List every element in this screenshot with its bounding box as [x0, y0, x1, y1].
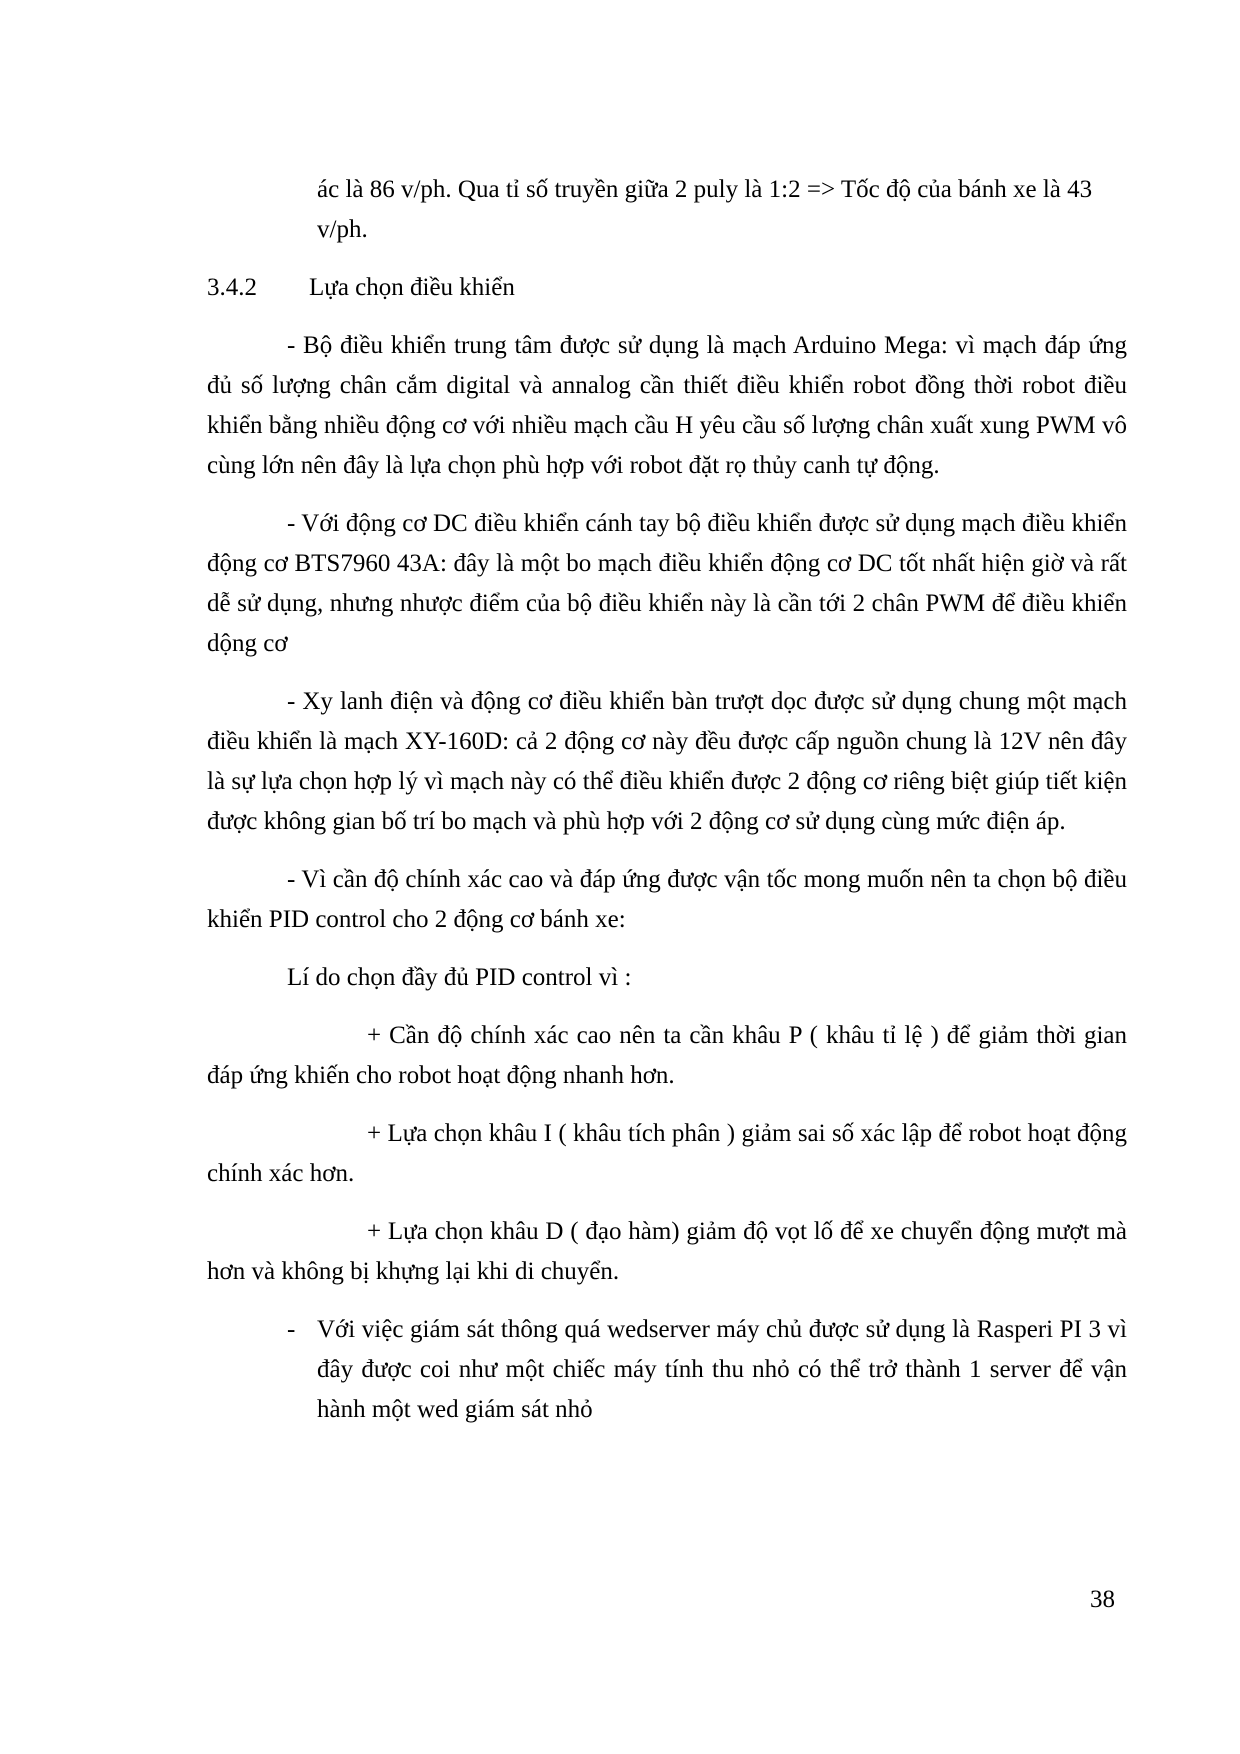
bullet-item-raspberry: [287, 1310, 1127, 1430]
paragraph-arduino: - Bộ điều khiển trung tâm được sử dụng là mạch Arduino Mega: vì mạch đáp ứng đủ số lượng chân cắm digital và annalog cần thiết điều khiển robot đồng thời robot điều khiển bằng nhiều động cơ với nhiều mạch cầu H yêu cầu số lượng chân xuất xung PWM vô cùng lớn nên đây là lựa chọn phù hợp với robot đặt rọ thủy canh tự động.: [207, 332, 1127, 479]
paragraph-pid: - Vì cần độ chính xác cao và đáp ứng được vận tốc mong muốn nên ta chọn bộ điều khiển PID control cho 2 động cơ bánh xe:: [207, 866, 1127, 933]
section-title: Lựa chọn điều khiển: [309, 274, 515, 301]
reason-d: + Lựa chọn khâu D ( đạo hàm) giảm độ vọt lố để xe chuyển động mượt mà hơn và không bị khựng lại khi di chuyển.: [207, 1218, 1127, 1285]
reason-i: + Lựa chọn khâu I ( khâu tích phân ) giảm sai số xác lập để robot hoạt động chính xác hơn.: [207, 1120, 1127, 1187]
bullet-text: Với việc giám sát thông quá wedserver máy chủ được sử dụng là Rasperi PI 3 vì đây được coi như một chiếc máy tính thu nhỏ có thể trở thành 1 server để vận hành một wed giám sát nhỏ: [317, 1316, 1127, 1423]
paragraph-bts7960: - Với động cơ DC điều khiển cánh tay bộ điều khiển được sử dụng mạch điều khiển động cơ BTS7960 43A: đây là một bo mạch điều khiển động cơ DC tốt nhất hiện giờ và rất dễ sử dụng, nhưng nhược điểm của bộ điều khiển này là cần tới 2 chân PWM để điều khiển dộng cơ: [207, 510, 1127, 657]
section-number: 3.4.2: [207, 274, 257, 301]
reason-p: + Cần độ chính xác cao nên ta cần khâu P ( khâu tỉ lệ ) để giảm thời gian đáp ứng khiến cho robot hoạt động nhanh hơn.: [207, 1022, 1127, 1089]
bullet-dash: -: [287, 1316, 296, 1343]
reason-intro: Lí do chọn đầy đủ PID control vì :: [287, 964, 632, 991]
paragraph-xy160d: - Xy lanh điện và động cơ điều khiển bàn trượt dọc được sử dụng chung một mạch điều khiển là mạch XY-160D: cả 2 động cơ này đều được cấp nguồn chung là 12V nên đây là sự lựa chọn hợp lý vì mạch này có thể điều khiển được 2 động cơ riêng biệt giúp tiết kiện được không gian bố trí bo mạch và phù hợp với 2 động cơ sử dụng cùng mức điện áp.: [207, 688, 1127, 835]
continuation-paragraph: ác là 86 v/ph. Qua tỉ số truyền giữa 2 puly là 1:2 => Tốc độ của bánh xe là 43 v/ph.: [317, 176, 1093, 243]
page-content: [207, 170, 1127, 1448]
section-heading: [207, 268, 1127, 308]
page-number: 38: [1090, 1586, 1115, 1613]
